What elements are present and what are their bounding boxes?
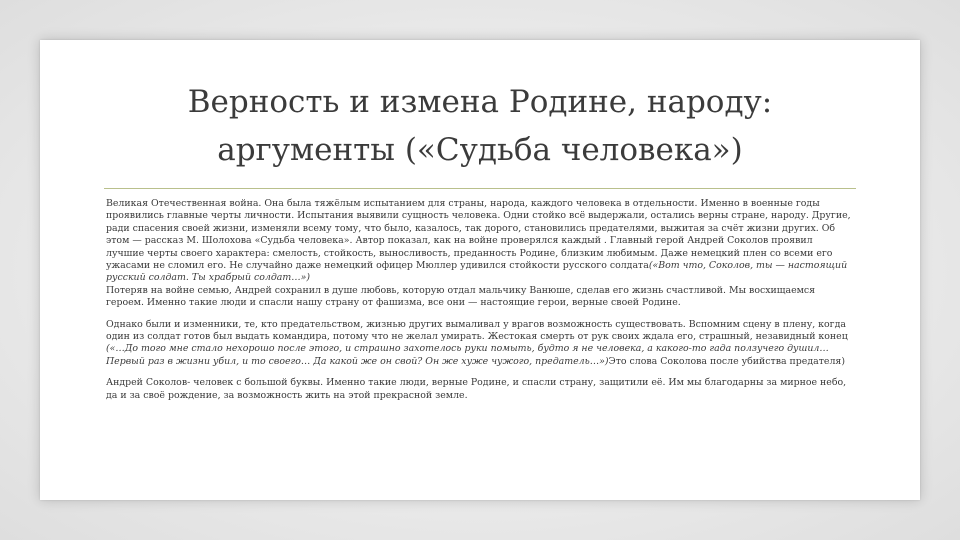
paragraph-1-quote: («Вот что, Соколов, ты — настоящий русский солдат. Ты храбрый солдат…») (106, 260, 848, 284)
slide-title (80, 78, 880, 174)
paragraph-2-quote: («…До того мне стало нехорошо после этого, и страшно захотелось руки помыть, будто я не человека, а какого-то гада ползучего душил… Первый раз в жизни убил, и то своего… Да какой же он свой? Он же хуже чужого, предатель…») (106, 343, 829, 367)
paragraph-2-text-b: Это слова Соколова после убийства предателя) (608, 355, 845, 367)
title-line-2: аргументы («Судьба человека») (217, 132, 743, 168)
title-line-1: Верность и измена Родине, народу: (187, 84, 773, 120)
paragraph-1 (106, 198, 851, 310)
paragraph-3: Андрей Соколов- человек с большой буквы. Именно такие люди, верные Родине, и спасли страну, защитили её. Им мы благодарны за мирное небо, да и за своё рождение, за возможность жить на этой прекрасной земле. (106, 377, 847, 401)
slide-body (106, 198, 851, 402)
title-divider (104, 188, 856, 189)
paragraph-1-text-a: Великая Отечественная война. Она была тяжёлым испытанием для страны, народа, каждого человека в отдельности. Именно в военные годы проявились главные черты личности. Испытания выявили сущность человека. Одни стойко всё выдержали, остались верны стране, народу. Другие, ради спасения своей жизни, изменяли всему тому, что было, казалось, так дорого, становились предателями, выжитая за счёт жизни других. Об этом — рассказ М. Шолохова «Судьба человека». Автор показал, как на войне проверялся каждый . Главный герой Андрей Соколов проявил лучшие черты своего характера: смелость, стойкость, выносливость, преданность Родине, близким любимым. Даже немецкий плен со всеми его ужасами не сломил его. Не случайно даже немецкий офицер Мюллер удивился стойкости русского солдата (106, 198, 851, 272)
paragraph-2 (106, 319, 851, 369)
paragraph-1-text-b: Потеряв на войне семью, Андрей сохранил в душе любовь, которую отдал мальчику Ванюше, сделав его жизнь счастливой. Мы восхищаемся героем. Именно такие люди и спасли нашу страну от фашизма, все они — настоящие герои, верные своей Родине. (106, 284, 816, 309)
paragraph-2-text-a: Однако были и изменники, те, кто предательством, жизнью других вымаливал у врагов возможность существовать. Вспомним сцену в плену, когда один из солдат готов был выдать командира, потому что не желал умирать. Жестокая смерть от рук своих ждала его, страшный, незавидный конец (106, 318, 848, 343)
